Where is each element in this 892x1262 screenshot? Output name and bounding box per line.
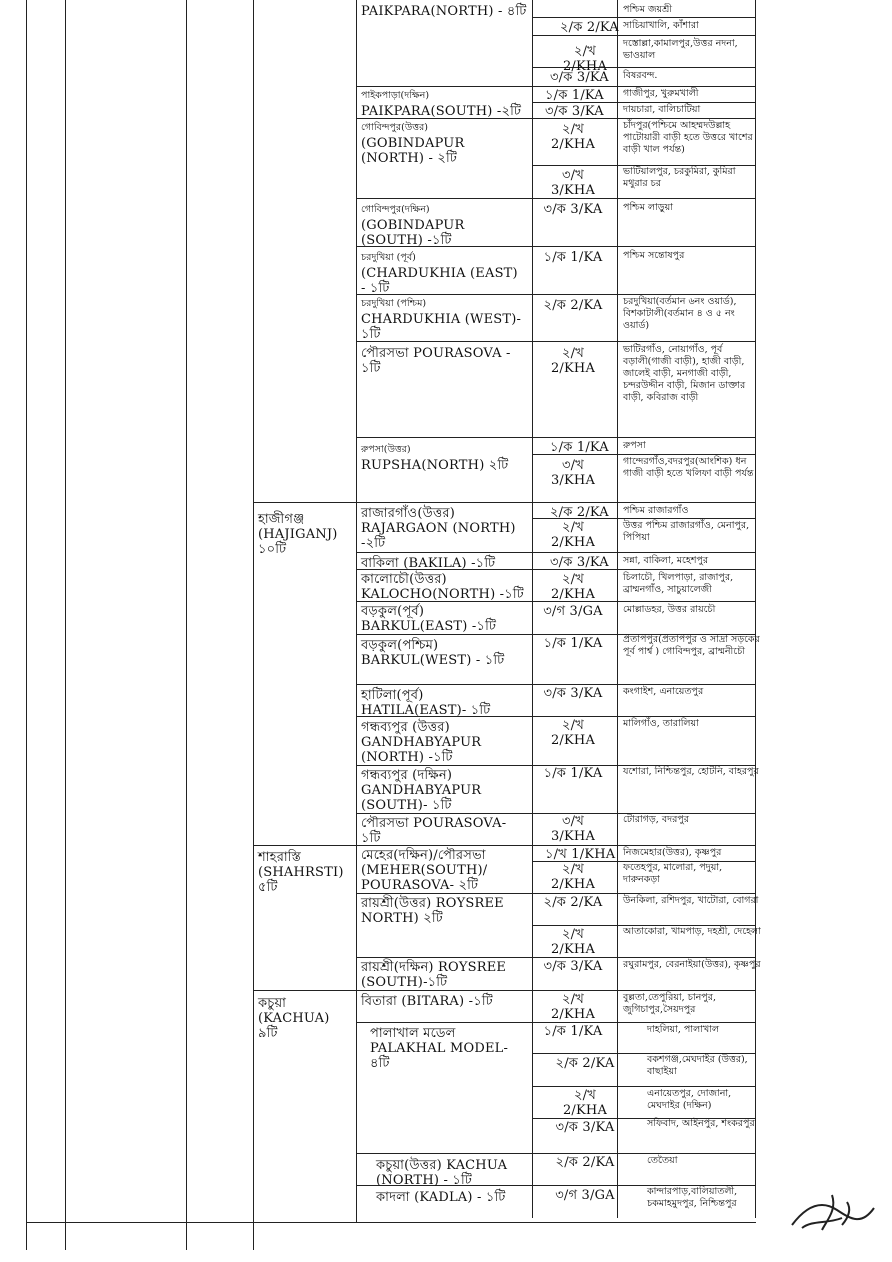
village-list: গাজীপুর, খুরুমখালী xyxy=(623,88,699,99)
union-name: গন্ধব্যপুর (উত্তর) GANDHABYAPUR (NORTH) -১টি xyxy=(361,720,482,765)
village-list: চাঁদপুর(পশ্চিমে আহম্মদউল্লাহ পাটোয়ারী বাড়ী হতে উত্তরে খাশের বাড়ী খাল পর্যন্ত) xyxy=(623,120,753,155)
village-list: দায়চারা, বালিচাটিয়া xyxy=(623,104,701,115)
code: ২/ক 2/KA xyxy=(555,1155,615,1170)
village-list: কংগাইশ, এনায়েতপুর xyxy=(623,686,704,697)
table-border-left xyxy=(26,0,27,1250)
village-list: সফিবাদ, আইনপুর, শংকরপুর xyxy=(647,1118,755,1129)
village-list: পশ্চিম রাজারগাঁও xyxy=(623,505,689,516)
village-list: ভাটিরগাঁও, নোয়াগাঁও, পূর্ব বড়ালী(গাজী বাড়ী), হাজী বাড়ী, জালেই বাড়ী, মনগাজী বাড়ী, চন্দরউদ্দীন বাড়ী, মিজান ডাক্তার বাড়ী, কবিরাজ বাড়ী xyxy=(623,344,746,403)
row-line xyxy=(253,990,755,991)
village-list: উনকিলা, রশিদপুর, খাটোরা, বোগরা xyxy=(623,895,759,906)
village-list: চরদুখিয়া(বর্তমান ৬নং ওয়ার্ড), বিশকাটালী(বর্তমান ৪ ও ৫ নং ওয়ার্ড) xyxy=(623,296,737,331)
code: ২/খ 2/KHA xyxy=(562,1088,608,1118)
village-list: বিষরবন্দ. xyxy=(623,70,658,81)
village-list: যশোরা, নিশ্চিন্তপুর, হোটনি, বাহরপুর xyxy=(623,766,759,777)
union-name: (CHARDUKHIA (EAST) - ১টি xyxy=(361,266,518,296)
row-line xyxy=(356,684,755,685)
code: ৩/ক 3/KA xyxy=(543,959,603,974)
code: ৩/খ 3/KHA xyxy=(550,458,596,488)
union-name-bn: গোবিন্দপুর(দক্ষিন) xyxy=(361,204,430,215)
code: ৩/ক 3/KA xyxy=(550,555,609,570)
table-col-line-4 xyxy=(356,0,357,1222)
table-col-line-5 xyxy=(532,0,533,1218)
code: ২/খ 2/KHA xyxy=(550,992,596,1022)
union-name: পৌরসভা POURASOVA- ১টি xyxy=(361,816,507,846)
union-name-bn: গোবিন্দপুর(উত্তর) xyxy=(361,122,428,133)
union-name: গন্ধব্যপুর (দক্ষিন) GANDHABYAPUR (SOUTH)- ১টি xyxy=(361,768,482,813)
union-name: (GOBINDAPUR (NORTH) - ২টি xyxy=(361,136,465,166)
code: ৩/ক 3/KA xyxy=(543,686,603,701)
union-name: বড়কুল(পূর্ব) BARKUL(EAST) -১টি xyxy=(361,604,497,634)
village-list: রঘুরামপুর, বেরনাইয়া(উত্তর), কৃষ্ণপুর xyxy=(623,959,761,970)
village-list: চিলাচৌ, খিলপাড়া, রাজাপুর, ব্রাম্মনগাঁও, সাচুয়ালেজী xyxy=(623,572,734,595)
table-col-line-3 xyxy=(253,0,254,1250)
village-list: তেতৈয়া xyxy=(647,1155,678,1166)
union-name: বাকিলা (BAKILA) -১টি xyxy=(361,556,496,571)
code: ২/খ 2/KHA xyxy=(550,520,596,550)
code: ২/খ 2/KHA xyxy=(550,927,596,957)
code: ১/ক 1/KA xyxy=(543,766,603,781)
union-name-bn: পাইকপাড়া(দক্ষিন) xyxy=(361,90,430,101)
code: ২/ক 2/KA xyxy=(550,505,609,520)
village-list: মালিগাঁও, তারালিয়া xyxy=(623,718,699,729)
village-list: দাহলিয়া, পালাখাল xyxy=(647,1024,720,1035)
code: ৩/খ 3/KHA xyxy=(550,814,596,844)
code: ১/ক 1/KA xyxy=(543,1024,603,1039)
table-bottom-line xyxy=(26,1222,756,1223)
village-list: পশ্চিম জয়শ্রী xyxy=(623,4,672,15)
code: ২/খ 2/KHA xyxy=(550,346,596,376)
village-list: রুপসা xyxy=(623,440,646,451)
village-list: পশ্চিম সন্তোষপুর xyxy=(623,250,685,261)
code: ৩/ক 3/KA xyxy=(543,202,603,217)
code: ৩/খ 3/KHA xyxy=(550,168,596,198)
code: ১/ক 1/KA xyxy=(550,440,609,455)
village-list: দস্তোল্লা,কামালপুর,উত্তর নদনা, ভাওয়াল xyxy=(623,38,738,61)
union-name-bn: রুপসা(উত্তর) xyxy=(361,444,411,455)
union-name: কালোচৌ(উত্তর) KALOCHO(NORTH) -১টি xyxy=(361,572,524,602)
union-name: CHARDUKHIA (WEST)- ১টি xyxy=(361,312,522,342)
union-name: পালাখাল মডেল PALAKHAL MODEL- ৪টি xyxy=(370,1026,509,1071)
union-name: (GOBINDAPUR (SOUTH) -১টি xyxy=(361,218,465,248)
village-list: বুল্লতা,তেপুরিয়া, চানপুর, জুগিচাপুর,সৈয়দপুর xyxy=(623,992,716,1015)
code: ৩/গ 3/GA xyxy=(555,1188,615,1203)
union-name: বিতারা (BITARA) -১টি xyxy=(361,994,493,1009)
row-line xyxy=(356,198,755,199)
village-list: উত্তর পশ্চিম রাজারগাঁও, মেনাপুর, পিপিয়া xyxy=(623,520,750,543)
code: ১/ক 1/KA xyxy=(545,88,604,103)
code: ৩/ক 3/KA xyxy=(550,70,609,85)
union-name: PAIKPARA(NORTH) - ৪টি xyxy=(361,4,527,19)
row-line xyxy=(356,957,755,958)
village-list: মোল্লাডহর, উত্তর রায়চৌ xyxy=(623,604,716,615)
village-list: বকশগঞ্জ,মেঘদাইর (উত্তর), বাছাইয়া xyxy=(647,1054,748,1077)
upazila-name: শাহরাস্তি (SHAHRSTI) ৫টি xyxy=(258,850,344,895)
table-col-line-6 xyxy=(617,0,618,1218)
code: ২/খ 2/KHA xyxy=(550,862,596,892)
code: ২/খ 2/KHA xyxy=(562,44,608,74)
union-name-bn: চরদুখিয়া (পশ্চিম) xyxy=(361,298,427,309)
union-name: বড়কুল(পশ্চিম) BARKUL(WEST) - ১টি xyxy=(361,638,505,668)
union-name: কাদলা (KADLA) - ১টি xyxy=(376,1190,506,1205)
union-name-bn: চরদুখিয়া (পূর্ব) xyxy=(361,252,416,263)
row-line xyxy=(532,35,755,36)
code: ২/ক 2/KA xyxy=(543,298,603,313)
row-line xyxy=(356,893,755,894)
code: ৩/গ 3/GA xyxy=(543,604,603,619)
village-list: কান্দারপাড়,বালিয়াতলী, চকমাহমুদপুর, নিশ্চিন্তপুর xyxy=(647,1186,738,1209)
village-list: পশ্চিম লাড়ুয়া xyxy=(623,202,673,213)
upazila-name: কচুয়া (KACHUA) ৯টি xyxy=(258,996,330,1041)
code: ১/ক 1/KA xyxy=(543,250,603,265)
village-list: ভাটিয়ালপুর, চরকুমিরা, কুমিরা মথুরার চর xyxy=(623,166,736,189)
row-line xyxy=(356,437,755,438)
row-line xyxy=(253,502,755,503)
union-name: হাটিলা(পূর্ব) HATILA(EAST)- ১টি xyxy=(361,688,491,718)
union-name: রায়শ্রী(উত্তর) ROYSREE NORTH) ২টি xyxy=(361,896,504,926)
union-name: রায়শ্রী(দক্ষিন) ROYSREE (SOUTH)-১টি xyxy=(361,960,507,990)
table-col-line-2 xyxy=(186,0,187,1250)
union-name: রাজারগাঁও(উত্তর) RAJARGAON (NORTH) -২টি xyxy=(361,506,516,551)
code: ৩/ক 3/KA xyxy=(555,1120,615,1135)
village-list: প্রতাপপুর(প্রতাপপুর ও সাদ্রা সড়কের পূর্ব পার্শ্ব ) গোবিন্দপুর, ব্রাম্মনীচৌ xyxy=(623,634,760,657)
union-name: মেহের(দক্ষিন)/পৌরসভা (MEHER(SOUTH)/ POURASOVA- ২টি xyxy=(361,848,488,893)
union-name: PAIKPARA(SOUTH) -২টি xyxy=(361,104,522,119)
row-line xyxy=(356,552,755,553)
village-list: সাচিয়াখালি, কাঁশারা xyxy=(623,20,699,31)
row-line xyxy=(356,1022,755,1023)
union-name: RUPSHA(NORTH) ২টি xyxy=(361,458,509,473)
row-line xyxy=(356,1153,755,1154)
upazila-name: হাজীগঞ্জ (HAJIGANJ) ১০টি xyxy=(258,512,338,557)
union-name: কচুয়া(উত্তর) KACHUA (NORTH) - ১টি xyxy=(376,1158,508,1188)
village-list: নিজমেহার(উত্তর), কৃষ্ণপুর xyxy=(623,847,722,858)
code: ৩/ক 3/KA xyxy=(545,104,604,119)
code: ১/খ 1/KHA xyxy=(545,847,616,862)
village-list: আতাকোরা, খামপাড়, দহশ্রী, দেহেলা xyxy=(623,926,761,937)
village-list: টোরাগড়, বদরপুর xyxy=(623,814,689,825)
row-line xyxy=(532,1086,755,1087)
table-col-line-1 xyxy=(65,0,66,1250)
village-list: গান্দেরগাঁও,বদরপুর(আংশিক) ধন গাজী বাড়ী হতে খলিফা বাড়ী পর্যন্ত xyxy=(623,456,754,479)
union-name: পৌরসভা POURASOVA - ১টি xyxy=(361,346,511,376)
code: ২/ক 2/KA xyxy=(560,20,619,35)
code: ২/খ 2/KHA xyxy=(550,122,596,152)
code: ১/ক 1/KA xyxy=(543,636,603,651)
row-line xyxy=(356,86,755,87)
code: ২/খ 2/KHA xyxy=(550,572,596,602)
signature-icon xyxy=(782,1180,882,1240)
village-list: সন্না, বাকিলা, মহেশপুর xyxy=(623,555,709,566)
village-list: এনায়েতপুর, দোজানা, মেঘদাইর (দক্ষিন) xyxy=(647,1088,732,1111)
code: ২/ক 2/KA xyxy=(555,1056,615,1071)
code: ২/ক 2/KA xyxy=(543,895,603,910)
row-line xyxy=(532,17,755,18)
code: ২/খ 2/KHA xyxy=(550,718,596,748)
village-list: ফতেহপুর, মালোরা, পদুয়া, দারুনকড়া xyxy=(623,862,723,885)
